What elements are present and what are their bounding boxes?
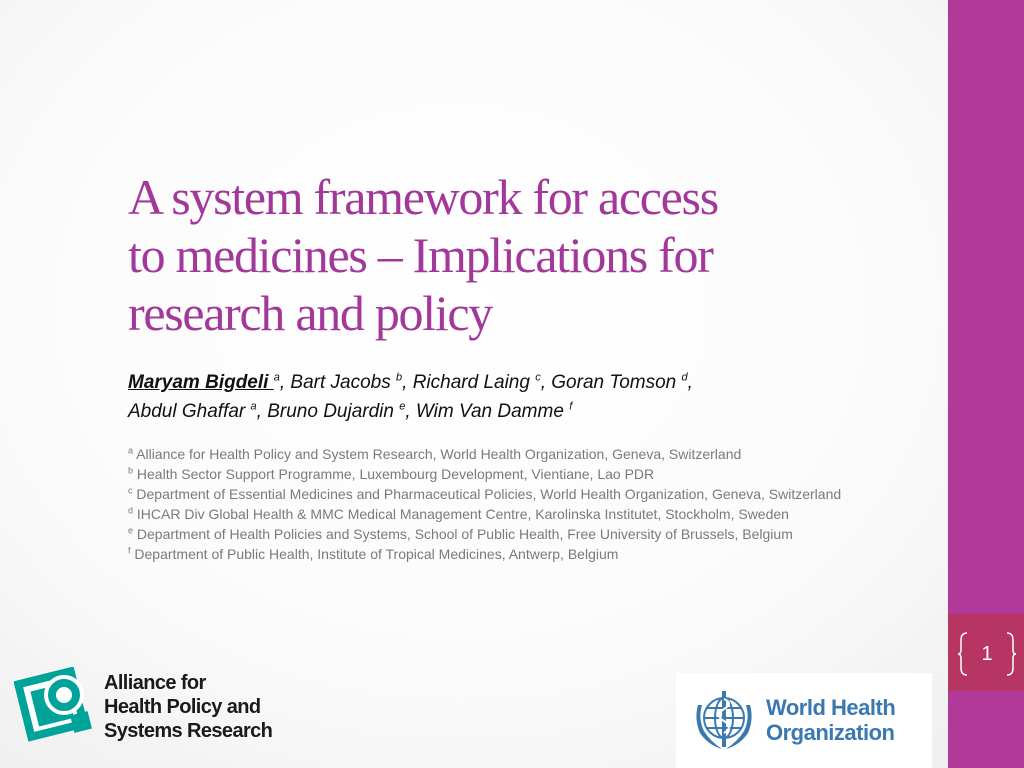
author-name: , Bruno Dujardin <box>256 401 400 422</box>
affiliation-item <box>128 546 873 562</box>
alliance-line-2: Health Policy and <box>104 696 261 718</box>
author-name: , Goran Tomson <box>540 372 682 393</box>
author-sup: c <box>535 371 541 384</box>
slide-title <box>128 168 848 342</box>
affiliation-item <box>128 506 873 522</box>
lead-author: Maryam Bigdeli <box>128 372 274 393</box>
affiliation-sup: e <box>128 525 134 536</box>
author-line-1 <box>128 368 848 397</box>
affiliation-sup: d <box>128 505 134 516</box>
affiliation-sup: f <box>128 545 131 556</box>
alliance-line-1: Alliance for <box>104 672 206 694</box>
author-list <box>128 368 848 426</box>
author-name: , Bart Jacobs <box>279 372 397 393</box>
affiliation-text: IHCAR Div Global Health & MMC Medical Management Centre, Karolinska Institutet, Stockholm, Sweden <box>133 506 789 522</box>
who-line-2: Organization <box>766 720 895 745</box>
affiliation-item <box>128 486 873 502</box>
author-sup: a <box>273 371 280 384</box>
alliance-logo-icon <box>14 667 94 747</box>
affiliation-text: Alliance for Health Policy and System Research, World Health Organization, Geneva, Switzerland <box>133 446 742 462</box>
affiliation-text: Department of Health Policies and Systems, School of Public Health, Free University of Brussels, Belgium <box>133 526 793 542</box>
author-name: Abdul Ghaffar <box>128 401 251 422</box>
affiliation-sup: c <box>128 485 133 496</box>
author-sup: a <box>250 400 257 413</box>
author-line-2 <box>128 397 848 426</box>
who-line-1: World Health <box>766 695 896 720</box>
affiliation-item <box>128 526 873 542</box>
who-logo-text <box>766 695 895 745</box>
affiliation-item <box>128 466 873 482</box>
alliance-line-3: Systems Research <box>104 720 273 742</box>
author-name: , Wim Van Damme <box>405 401 570 422</box>
title-line-2: to medicines – Implications for <box>128 227 713 283</box>
affiliation-text: Department of Essential Medicines and Pharmaceutical Policies, World Health Organization, Geneva, Switzerland <box>132 486 842 502</box>
author-sup: e <box>399 400 406 413</box>
author-sup: d <box>681 371 688 384</box>
affiliation-text: Department of Public Health, Institute of Tropical Medicines, Antwerp, Belgium <box>130 546 619 562</box>
title-line-1: A system framework for access <box>128 169 718 225</box>
affiliation-item <box>128 446 873 462</box>
page-number <box>958 630 1016 678</box>
affiliation-sup: a <box>128 445 134 456</box>
affiliation-sup: b <box>128 465 134 476</box>
author-sup: f <box>569 400 573 413</box>
author-name: , Richard Laing <box>402 372 536 393</box>
title-line-3: research and policy <box>128 285 492 341</box>
who-emblem-icon <box>688 685 760 755</box>
affiliation-text: Health Sector Support Programme, Luxembourg Development, Vientiane, Lao PDR <box>133 466 655 482</box>
affiliation-list <box>128 446 873 566</box>
page-number-text: 1 <box>981 643 993 665</box>
author-sup: b <box>396 371 403 384</box>
author-name: , <box>687 372 693 393</box>
alliance-logo-text <box>104 671 272 743</box>
